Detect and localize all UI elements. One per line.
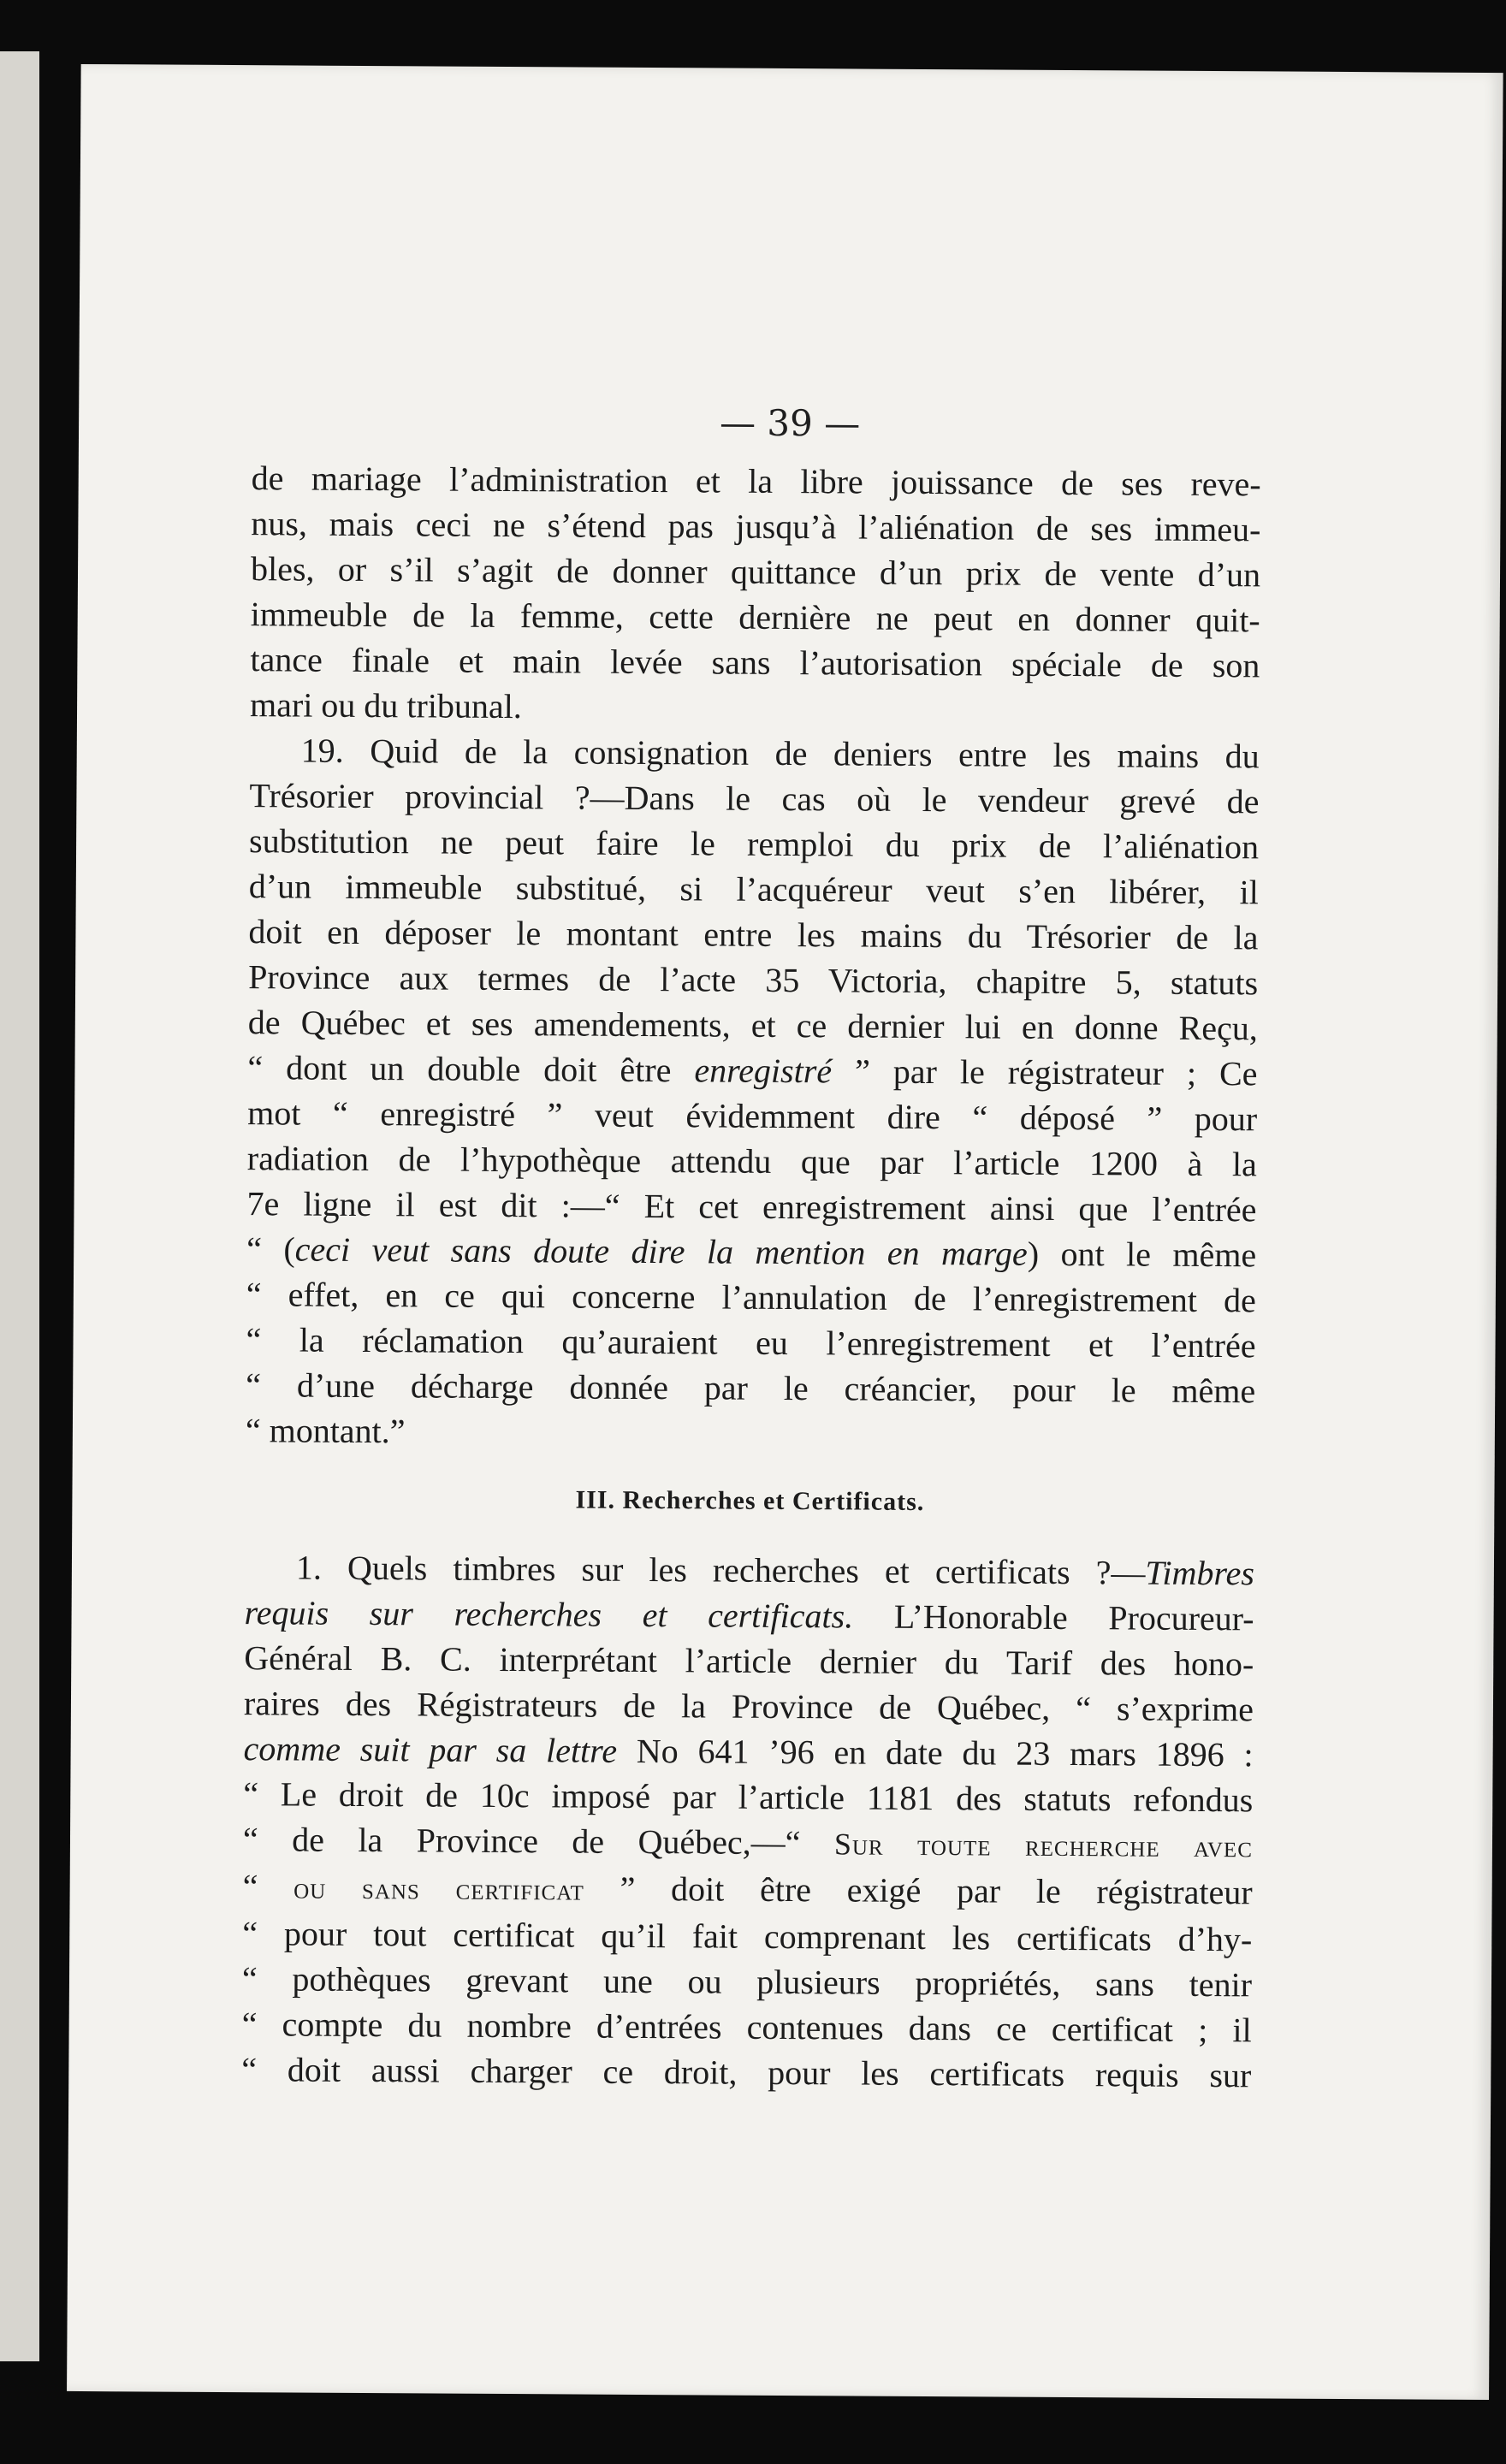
italic-run: comme suit par sa lettre	[243, 1729, 618, 1770]
italic-run: ceci veut sans doute dire la mention en marge	[294, 1229, 1028, 1273]
text-line	[247, 1045, 1257, 1096]
text-line: mot “ enregistré ” veut évidemment dire “ déposé ” pour	[247, 1093, 1258, 1139]
italic-run: Timbres	[1145, 1553, 1255, 1593]
text-line: bles, or s’il s’agit de donner quittance d’un prix de vente d’un	[250, 549, 1261, 595]
text-line: Province aux termes de l’acte 35 Victoria, chapitre 5, statuts	[248, 957, 1259, 1003]
text-line: 19. Quid de la consignation de deniers entre les mains du	[300, 731, 1260, 776]
text-line: 7e ligne il est dit :—“ Et cet enregistrement ainsi que l’entrée	[246, 1184, 1257, 1229]
italic-run: requis sur recherches et certificats.	[244, 1593, 854, 1636]
book-page	[67, 64, 1503, 2400]
text-run: ) ont le même	[1027, 1234, 1257, 1275]
text-line: tance finale et main levée sans l’autorisation spéciale de son	[250, 640, 1260, 685]
text-line	[244, 1590, 1254, 1641]
text-line: “ effet, en ce qui concerne l’annulation de l’enregistrement de	[246, 1275, 1256, 1320]
italic-run: enregistré	[694, 1051, 833, 1091]
text-line: “ Le droit de 10c imposé par l’article 1181 des statuts refondus	[243, 1774, 1254, 1820]
text-line: mari ou du tribunal.	[249, 685, 522, 726]
text-run: “ dont un double doit être	[247, 1048, 695, 1090]
text-line: substitution ne peut faire le remploi du prix de l’aliénation	[248, 821, 1260, 867]
text-line: nus, mais ceci ne s’étend pas jusqu’à l’aliénation de ses immeu-	[251, 504, 1261, 549]
text-line: raires des Régistrateurs de la Province de Québec, “ s’exprime	[243, 1684, 1254, 1729]
page-body	[241, 455, 1261, 2098]
text-line: “ d’une décharge donnée par le créancier, pour le même	[246, 1365, 1256, 1411]
section-heading: III. Recherches et Certificats.	[575, 1485, 925, 1516]
text-line: de mariage l’administration et la libre jouissance de ses reve-	[251, 459, 1261, 504]
text-run: “ (	[246, 1229, 295, 1269]
text-line	[246, 1226, 1256, 1277]
text-line: “ pour tout certificat qu’il fait comprenant les certificats d’hy-	[242, 1914, 1253, 1959]
text-line: “ montant.”	[245, 1411, 406, 1451]
text-run: ” doit être exigé par le régistrateur	[584, 1869, 1253, 1912]
text-line	[243, 1816, 1253, 1869]
previous-page-edge	[0, 51, 39, 2361]
text-line	[245, 1544, 1254, 1596]
text-line: “ la réclamation qu’auraient eu l’enregistrement et l’entrée	[246, 1320, 1256, 1365]
text-line: immeuble de la femme, cette dernière ne peut en donner quit-	[250, 595, 1260, 640]
text-run: No 641 ’96 en date du 23 mars 1896 :	[616, 1731, 1254, 1774]
text-run: L’Honorable Procureur-	[853, 1596, 1254, 1638]
text-line: de Québec et ses amendements, et ce dernier lui en donne Reçu,	[247, 1003, 1258, 1048]
text-run: “	[242, 1867, 294, 1906]
text-line: “ compte du nombre d’entrées contenues dans ce certificat ; il	[241, 2005, 1252, 2050]
text-run: “ de la Province de Québec,—“	[242, 1820, 835, 1863]
text-line: radiation de l’hypothèque attendu que par l’article 1200 à la	[246, 1139, 1257, 1184]
text-run: 1. Quels timbres sur les recherches et certificats ?—	[295, 1548, 1146, 1592]
text-line: “ pothèques grevant une ou plusieurs propriétés, sans tenir	[241, 1959, 1253, 2005]
text-line: Général B. C. interprétant l’article dernier du Tarif des hono-	[244, 1638, 1254, 1684]
text-run: ” par le régistrateur ; Ce	[831, 1051, 1258, 1093]
text-line: d’un immeuble substitué, si l’acquéreur veut s’en libérer, il	[248, 867, 1259, 912]
text-line	[242, 1863, 1252, 1916]
text-line: Trésorier provincial ?—Dans le cas où le vendeur grevé de	[249, 776, 1260, 821]
small-caps-run: Sur toute recherche avec	[833, 1827, 1254, 1864]
text-line	[243, 1726, 1253, 1777]
page-number: — 39 —	[719, 401, 861, 445]
text-line: “ doit aussi charger ce droit, pour les certificats requis sur	[241, 2050, 1252, 2095]
small-caps-run: ou sans certificat	[293, 1870, 584, 1907]
text-line: doit en déposer le montant entre les mains du Trésorier de la	[248, 912, 1259, 957]
